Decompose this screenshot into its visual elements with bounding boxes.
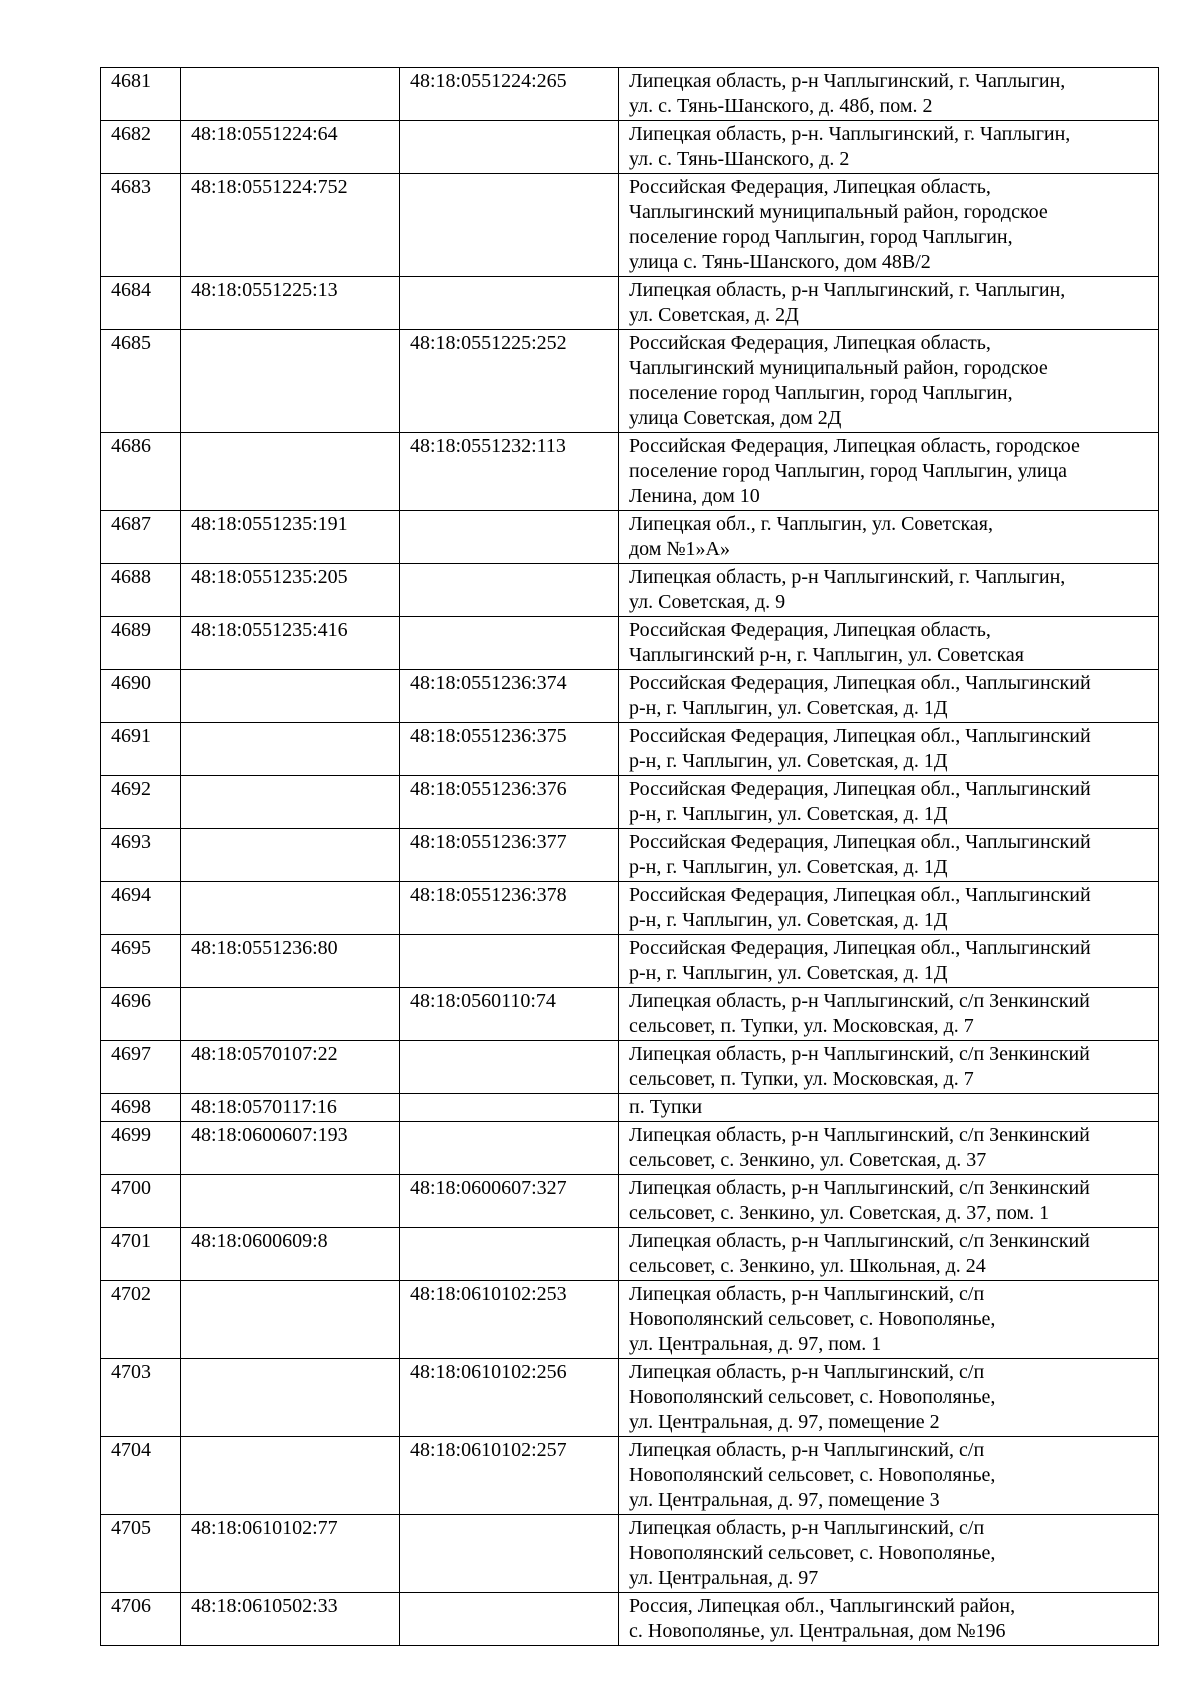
table-row	[101, 882, 1159, 935]
address-cell: Липецкая область, р-н Чаплыгинский, с/п Новополянский сельсовет, с. Новополянье, ул. Центральная, д. 97	[619, 1515, 1159, 1593]
building-cadastral-number-cell: 48:18:0610102:256	[400, 1359, 619, 1437]
building-cadastral-number-cell: 48:18:0600607:327	[400, 1175, 619, 1228]
building-cadastral-number-cell: 48:18:0610102:257	[400, 1437, 619, 1515]
land-cadastral-number-cell	[181, 882, 400, 935]
land-cadastral-number-cell: 48:18:0600607:193	[181, 1122, 400, 1175]
table-row	[101, 1515, 1159, 1593]
land-cadastral-number-cell: 48:18:0551236:80	[181, 935, 400, 988]
land-cadastral-number-cell	[181, 1437, 400, 1515]
row-number-cell: 4699	[101, 1122, 181, 1175]
table-row	[101, 277, 1159, 330]
address-cell: Российская Федерация, Липецкая область, Чаплыгинский муниципальный район, городское поселение город Чаплыгин, город Чаплыгин, улица с. Тянь-Шанского, дом 48В/2	[619, 174, 1159, 277]
row-number-cell: 4706	[101, 1593, 181, 1646]
table-row	[101, 68, 1159, 121]
land-cadastral-number-cell	[181, 330, 400, 433]
land-cadastral-number-cell: 48:18:0551235:416	[181, 617, 400, 670]
table-row	[101, 121, 1159, 174]
address-cell: Российская Федерация, Липецкая область, Чаплыгинский муниципальный район, городское поселение город Чаплыгин, город Чаплыгин, улица Советская, дом 2Д	[619, 330, 1159, 433]
land-cadastral-number-cell	[181, 723, 400, 776]
address-cell: Российская Федерация, Липецкая обл., Чаплыгинский р-н, г. Чаплыгин, ул. Советская, д. 1Д	[619, 723, 1159, 776]
row-number-cell: 4693	[101, 829, 181, 882]
table-row	[101, 433, 1159, 511]
row-number-cell: 4700	[101, 1175, 181, 1228]
address-cell: Российская Федерация, Липецкая область, городское поселение город Чаплыгин, город Чаплыгин, улица Ленина, дом 10	[619, 433, 1159, 511]
building-cadastral-number-cell	[400, 121, 619, 174]
row-number-cell: 4692	[101, 776, 181, 829]
land-cadastral-number-cell	[181, 776, 400, 829]
address-cell: Липецкая область, р-н Чаплыгинский, с/п Новополянский сельсовет, с. Новополянье, ул. Центральная, д. 97, помещение 2	[619, 1359, 1159, 1437]
row-number-cell: 4691	[101, 723, 181, 776]
building-cadastral-number-cell	[400, 1593, 619, 1646]
table-row	[101, 511, 1159, 564]
address-cell: Липецкая область, р-н Чаплыгинский, г. Чаплыгин, ул. с. Тянь-Шанского, д. 48б, пом. 2	[619, 68, 1159, 121]
land-cadastral-number-cell	[181, 670, 400, 723]
building-cadastral-number-cell: 48:18:0551236:377	[400, 829, 619, 882]
land-cadastral-number-cell	[181, 68, 400, 121]
address-cell: Российская Федерация, Липецкая область, Чаплыгинский р-н, г. Чаплыгин, ул. Советская	[619, 617, 1159, 670]
address-cell: Липецкая область, р-н Чаплыгинский, с/п Зенкинский сельсовет, п. Тупки, ул. Московская, д. 7	[619, 988, 1159, 1041]
table-row	[101, 174, 1159, 277]
table-row	[101, 1041, 1159, 1094]
building-cadastral-number-cell: 48:18:0551236:375	[400, 723, 619, 776]
row-number-cell: 4688	[101, 564, 181, 617]
address-cell: Российская Федерация, Липецкая обл., Чаплыгинский р-н, г. Чаплыгин, ул. Советская, д. 1Д	[619, 935, 1159, 988]
building-cadastral-number-cell: 48:18:0610102:253	[400, 1281, 619, 1359]
address-cell: Российская Федерация, Липецкая обл., Чаплыгинский р-н, г. Чаплыгин, ул. Советская, д. 1Д	[619, 670, 1159, 723]
address-cell: Российская Федерация, Липецкая обл., Чаплыгинский р-н, г. Чаплыгин, ул. Советская, д. 1Д	[619, 882, 1159, 935]
table-row	[101, 723, 1159, 776]
land-cadastral-number-cell: 48:18:0551224:64	[181, 121, 400, 174]
row-number-cell: 4681	[101, 68, 181, 121]
row-number-cell: 4701	[101, 1228, 181, 1281]
row-number-cell: 4695	[101, 935, 181, 988]
row-number-cell: 4685	[101, 330, 181, 433]
table-row	[101, 1437, 1159, 1515]
table-row	[101, 1593, 1159, 1646]
table-row	[101, 1122, 1159, 1175]
row-number-cell: 4683	[101, 174, 181, 277]
address-cell: Российская Федерация, Липецкая обл., Чаплыгинский р-н, г. Чаплыгин, ул. Советская, д. 1Д	[619, 829, 1159, 882]
building-cadastral-number-cell: 48:18:0551224:265	[400, 68, 619, 121]
land-cadastral-number-cell: 48:18:0570107:22	[181, 1041, 400, 1094]
building-cadastral-number-cell	[400, 935, 619, 988]
building-cadastral-number-cell: 48:18:0551236:374	[400, 670, 619, 723]
row-number-cell: 4687	[101, 511, 181, 564]
row-number-cell: 4690	[101, 670, 181, 723]
building-cadastral-number-cell	[400, 1515, 619, 1593]
land-cadastral-number-cell: 48:18:0610502:33	[181, 1593, 400, 1646]
land-cadastral-number-cell: 48:18:0551224:752	[181, 174, 400, 277]
address-cell: Липецкая область, р-н Чаплыгинский, с/п Зенкинский сельсовет, с. Зенкино, ул. Школьная, д. 24	[619, 1228, 1159, 1281]
building-cadastral-number-cell	[400, 511, 619, 564]
land-cadastral-number-cell	[181, 829, 400, 882]
table-row	[101, 330, 1159, 433]
building-cadastral-number-cell	[400, 564, 619, 617]
address-cell: Липецкая область, р-н Чаплыгинский, г. Чаплыгин, ул. Советская, д. 2Д	[619, 277, 1159, 330]
building-cadastral-number-cell	[400, 1041, 619, 1094]
land-cadastral-number-cell: 48:18:0551235:205	[181, 564, 400, 617]
row-number-cell: 4705	[101, 1515, 181, 1593]
table-row	[101, 935, 1159, 988]
building-cadastral-number-cell	[400, 277, 619, 330]
address-cell: Липецкая область, р-н Чаплыгинский, г. Чаплыгин, ул. Советская, д. 9	[619, 564, 1159, 617]
building-cadastral-number-cell	[400, 1228, 619, 1281]
table-row	[101, 1094, 1159, 1122]
land-cadastral-number-cell	[181, 433, 400, 511]
address-cell: Липецкая область, р-н Чаплыгинский, с/п Новополянский сельсовет, с. Новополянье, ул. Центральная, д. 97, помещение 3	[619, 1437, 1159, 1515]
table-row	[101, 564, 1159, 617]
table-row	[101, 1359, 1159, 1437]
building-cadastral-number-cell: 48:18:0551232:113	[400, 433, 619, 511]
table-row	[101, 1281, 1159, 1359]
building-cadastral-number-cell	[400, 174, 619, 277]
land-cadastral-number-cell: 48:18:0610102:77	[181, 1515, 400, 1593]
row-number-cell: 4689	[101, 617, 181, 670]
registry-table	[100, 67, 1159, 1646]
row-number-cell: 4702	[101, 1281, 181, 1359]
table-row	[101, 1175, 1159, 1228]
table-row	[101, 1228, 1159, 1281]
table-row	[101, 670, 1159, 723]
address-cell: Липецкая область, р-н Чаплыгинский, с/п Новополянский сельсовет, с. Новополянье, ул. Центральная, д. 97, пом. 1	[619, 1281, 1159, 1359]
row-number-cell: 4686	[101, 433, 181, 511]
row-number-cell: 4703	[101, 1359, 181, 1437]
address-cell: п. Тупки	[619, 1094, 1159, 1122]
row-number-cell: 4704	[101, 1437, 181, 1515]
building-cadastral-number-cell	[400, 1122, 619, 1175]
land-cadastral-number-cell: 48:18:0551235:191	[181, 511, 400, 564]
row-number-cell: 4697	[101, 1041, 181, 1094]
registry-table-body	[101, 68, 1159, 1646]
land-cadastral-number-cell	[181, 1175, 400, 1228]
row-number-cell: 4698	[101, 1094, 181, 1122]
address-cell: Липецкая область, р-н Чаплыгинский, с/п Зенкинский сельсовет, п. Тупки, ул. Московская, д. 7	[619, 1041, 1159, 1094]
building-cadastral-number-cell: 48:18:0560110:74	[400, 988, 619, 1041]
land-cadastral-number-cell	[181, 1359, 400, 1437]
building-cadastral-number-cell	[400, 1094, 619, 1122]
building-cadastral-number-cell: 48:18:0551236:378	[400, 882, 619, 935]
address-cell: Липецкая область, р-н Чаплыгинский, с/п Зенкинский сельсовет, с. Зенкино, ул. Советская, д. 37, пом. 1	[619, 1175, 1159, 1228]
row-number-cell: 4694	[101, 882, 181, 935]
land-cadastral-number-cell	[181, 1281, 400, 1359]
table-row	[101, 829, 1159, 882]
row-number-cell: 4684	[101, 277, 181, 330]
table-row	[101, 988, 1159, 1041]
land-cadastral-number-cell	[181, 988, 400, 1041]
land-cadastral-number-cell: 48:18:0600609:8	[181, 1228, 400, 1281]
land-cadastral-number-cell: 48:18:0570117:16	[181, 1094, 400, 1122]
address-cell: Россия, Липецкая обл., Чаплыгинский район, с. Новополянье, ул. Центральная, дом №196	[619, 1593, 1159, 1646]
address-cell: Липецкая область, р-н Чаплыгинский, с/п Зенкинский сельсовет, с. Зенкино, ул. Советская, д. 37	[619, 1122, 1159, 1175]
address-cell: Российская Федерация, Липецкая обл., Чаплыгинский р-н, г. Чаплыгин, ул. Советская, д. 1Д	[619, 776, 1159, 829]
row-number-cell: 4682	[101, 121, 181, 174]
row-number-cell: 4696	[101, 988, 181, 1041]
table-row	[101, 617, 1159, 670]
address-cell: Липецкая область, р-н. Чаплыгинский, г. Чаплыгин, ул. с. Тянь-Шанского, д. 2	[619, 121, 1159, 174]
building-cadastral-number-cell: 48:18:0551236:376	[400, 776, 619, 829]
table-row	[101, 776, 1159, 829]
building-cadastral-number-cell: 48:18:0551225:252	[400, 330, 619, 433]
building-cadastral-number-cell	[400, 617, 619, 670]
land-cadastral-number-cell: 48:18:0551225:13	[181, 277, 400, 330]
address-cell: Липецкая обл., г. Чаплыгин, ул. Советская, дом №1»А»	[619, 511, 1159, 564]
